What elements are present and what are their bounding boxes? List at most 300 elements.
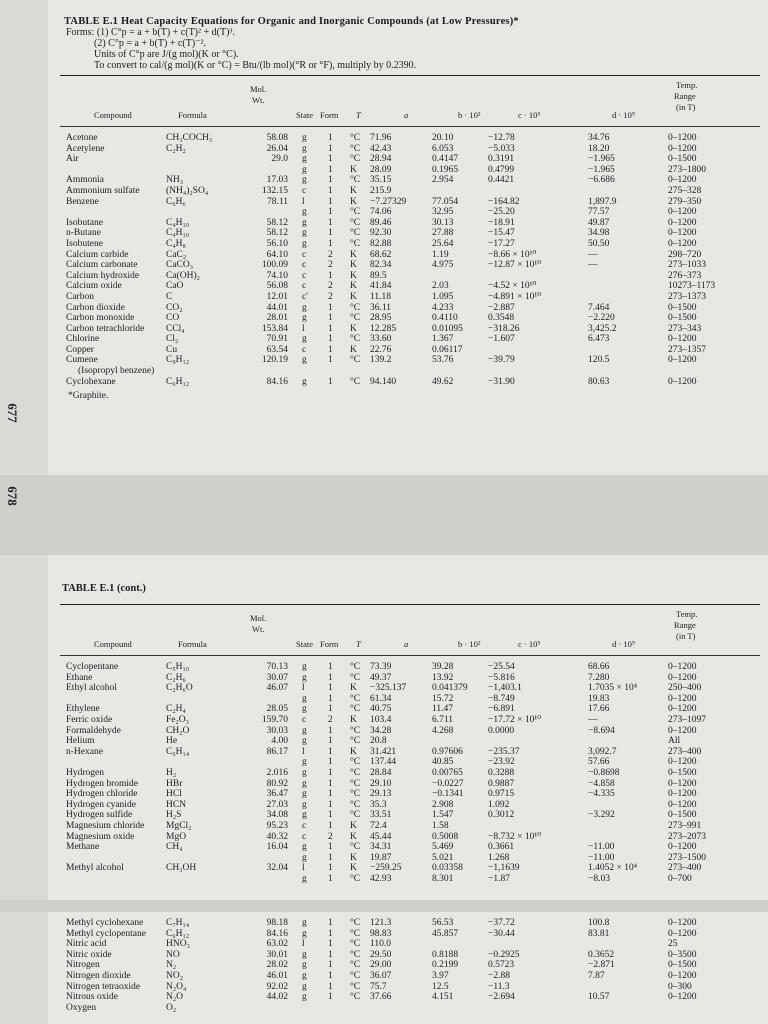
a-cell: 103.4 [370,714,392,725]
c-cell: −23.92 [488,757,515,768]
range-cell: 0–1500 [668,154,697,165]
formula-cell: C₆H₁₂ [166,376,190,387]
formula-cell: NH₃ [166,175,184,186]
form-cell: 1 [328,270,333,281]
mol-wt-cell: 80.92 [266,778,288,789]
a-cell: 82.88 [370,238,392,249]
data-rows [48,912,768,1013]
a-cell: 35.15 [370,175,392,186]
a-cell: −259.25 [370,863,402,874]
compound-cell: Nitrogen tetraoxide [66,981,141,992]
mol-wt-cell: 40.32 [266,831,288,842]
c-cell: 0.3288 [488,767,515,778]
b-cell: 53.76 [432,355,454,366]
mol-wt-cell: 46.07 [266,683,288,694]
temp-unit-cell: °C [350,672,361,683]
b-cell: −0.1341 [432,789,464,800]
state-cell: g [302,662,307,672]
state-cell: g [302,799,307,810]
table-row [48,918,768,929]
form-cell: 1 [328,789,333,800]
b-cell: 4.975 [432,260,454,271]
c-cell: −1.607 [488,334,515,345]
formula-cell: MgCl₂ [166,820,192,831]
a-cell: 139.2 [370,355,392,366]
b-cell: 4.233 [432,302,454,313]
c-cell: −12.87 × 10¹⁰ [488,260,541,271]
wt-header: Wt. [252,95,265,105]
c-cell: −8.66 × 10¹⁰ [488,249,537,260]
table-row [48,715,768,726]
c-cell: −2.887 [488,302,515,313]
table-row [48,747,768,758]
b-cell: 40.85 [432,757,454,768]
range-cell: 0–1200 [668,704,697,715]
compound-cell: Nitric acid [66,939,107,950]
mol-wt-cell: 2.016 [266,767,288,778]
c-cell: −318.26 [488,323,520,334]
b-cell: 2.954 [432,175,454,186]
a-cell: 68.62 [370,249,392,260]
temp-unit-cell: °C [350,810,361,821]
formula-cell: C₂H₆O [166,683,193,694]
temp-unit-cell: °C [350,949,361,960]
range-cell: 0–1500 [668,302,697,313]
compound-cell: Nitrogen dioxide [66,970,131,981]
range-cell: 0–1500 [668,960,697,971]
formula-cell: CaO [166,281,184,292]
table-row [48,662,768,673]
a-cell: 29.00 [370,960,392,971]
form-cell: 1 [328,949,333,960]
form-cell: 1 [328,228,333,239]
b-cell: 0.4110 [432,313,458,324]
compound-cell: (Isopropyl benzene) [78,366,155,377]
data-rows [48,656,768,884]
c-cell: 0.5723 [488,960,515,971]
table-row [48,133,768,144]
formula-cell: CH₄ [166,842,183,853]
formula-cell: C₂H₂ [166,143,186,154]
a-cell: 49.37 [370,672,392,683]
temp-unit-cell: K [350,270,357,281]
b-cell: 8.301 [432,873,454,884]
compound-cell: Carbon dioxide [66,302,125,313]
formula-cell: C₆H₆ [166,196,186,207]
compound-cell: Nitrous oxide [66,992,118,1003]
c-cell: −25.54 [488,662,515,672]
formula-cell: C₆H₁₄ [166,746,190,757]
form-cell: 1 [328,992,333,1003]
formula-cell: NO₂ [166,970,184,981]
formula-cell: O₂ [166,1002,177,1013]
formula-cell: CaCO₃ [166,260,194,271]
mol-wt-cell: 64.10 [266,249,288,260]
form-header: Form [320,110,339,120]
b-header: b · 10² [458,639,481,649]
formula-header: Formula [178,639,207,649]
table-title-cont: TABLE E.1 (cont.) [62,583,146,594]
table-heading [48,0,768,71]
b-cell: 45.857 [432,928,459,939]
form-cell: 1 [328,672,333,683]
a-cell: 33.51 [370,810,392,821]
state-cell: g [302,355,307,366]
b-cell: 1.19 [432,249,449,260]
formula-cell: C₄H₁₀ [166,228,190,239]
mol-wt-cell: 16.04 [266,842,288,853]
range-cell: 0–700 [668,873,692,884]
state-cell: g [302,960,307,971]
form-cell: 1 [328,757,333,768]
d-cell: 7.280 [588,672,610,683]
temp-unit-cell: K [350,323,357,334]
form-cell: 1 [328,863,333,874]
a-cell: 75.7 [370,981,387,992]
c-cell: −12.78 [488,133,515,143]
b-cell: 0.8188 [432,949,459,960]
mol-wt-cell: 56.08 [266,281,288,292]
form-cell: 1 [328,799,333,810]
d-cell: 80.63 [588,376,610,387]
a-cell: 29.50 [370,949,392,960]
table-row [48,334,768,345]
state-cell: g [302,810,307,821]
state-cell: c [302,714,307,725]
form-cell: 1 [328,238,333,249]
form-cell: 1 [328,196,333,207]
compound-cell: Cumene [66,355,98,366]
temp-unit-cell: °C [350,355,361,366]
state-cell: l [302,939,305,950]
column-headers [48,605,768,655]
range-cell: 273–1033 [668,260,706,271]
units-line: Units of C°p are J/(g mol)(K or °C). [94,49,239,60]
a-cell: 28.94 [370,154,392,165]
compound-cell: Isobutene [66,238,103,249]
a-cell: 215.9 [370,185,392,196]
mol-wt-cell: 63.02 [266,939,288,950]
b-cell: 0.01095 [432,323,463,334]
a-cell: 36.07 [370,970,392,981]
compound-cell: Oxygen [66,1002,97,1013]
c-cell: −30.44 [488,928,515,939]
compound-cell: Cyclopentane [66,662,119,672]
d-cell: −8.694 [588,725,615,736]
c-cell: −11.3 [488,981,510,992]
c-cell: −2.88 [488,970,510,981]
d-cell: −2.220 [588,313,615,324]
compound-cell: Calcium oxide [66,281,122,292]
d-cell: −6.686 [588,175,615,186]
table-row [48,842,768,853]
data-rows [48,127,768,387]
c-cell: 0.0000 [488,725,515,736]
temp-unit-cell: °C [350,154,361,165]
b-cell: 0.06117 [432,344,463,355]
form-cell: 1 [328,683,333,694]
d-cell: 49.87 [588,217,610,228]
formula-cell: (NH₄)₂SO₄ [166,185,209,196]
temp-unit-cell: K [350,281,357,292]
d-header: d · 10⁹ [612,639,635,649]
state-cell: g [302,767,307,778]
a-cell: 89.46 [370,217,392,228]
mol-wt-cell: 56.10 [266,238,288,249]
state-cell: g [302,207,307,218]
d-cell: 100.8 [588,918,610,928]
table-row [48,239,768,250]
temp-unit-cell: °C [350,662,361,672]
mol-wt-cell: 58.12 [266,217,288,228]
compound-cell: Methane [66,842,100,853]
compound-cell: Carbon tetrachloride [66,323,145,334]
table-row [48,313,768,324]
wt-header: Wt. [252,624,265,634]
table-row [48,324,768,335]
temp-unit-cell: K [350,714,357,725]
a-cell: 40.75 [370,704,392,715]
formula-cell: C₄H₈ [166,238,186,249]
form-cell: 1 [328,736,333,747]
temp-unit-cell: °C [350,228,361,239]
form-cell: 2 [328,831,333,842]
d-cell: — [588,260,598,271]
state-cell: g [302,143,307,154]
b-cell: 49.62 [432,376,454,387]
formula-cell: H₂ [166,767,177,778]
temp-unit-cell: °C [350,133,361,143]
range-cell: 0–1200 [668,175,697,186]
formula-cell: Cu [166,344,178,355]
a-cell: 28.09 [370,164,392,175]
range-cell: 0–3500 [668,949,697,960]
form-cell: 1 [328,154,333,165]
state-cell: g [302,704,307,715]
d-cell: 57.66 [588,757,610,768]
table-row [48,736,768,747]
range-cell: 0–1200 [668,799,697,810]
b-cell: 39.28 [432,662,454,672]
form-cell: 1 [328,928,333,939]
form-cell: 2 [328,714,333,725]
a-cell: 42.43 [370,143,392,154]
c-cell: −37.72 [488,918,515,928]
b-cell: −0.0227 [432,778,464,789]
temp-unit-cell: °C [350,217,361,228]
compound-cell: Methyl alcohol [66,863,124,874]
a-cell: 31.421 [370,746,397,757]
d-cell: −3.292 [588,810,615,821]
state-cell: g [302,789,307,800]
state-cell: c [302,820,307,831]
compound-cell: Calcium carbonate [66,260,138,271]
d-cell: 34.76 [588,133,610,143]
table-row [48,821,768,832]
in-t-header: (in T) [676,631,696,641]
range-cell: 0–1200 [668,355,697,366]
range-cell: 0–1200 [668,143,697,154]
state-cell: g [302,949,307,960]
range-cell: 0–1200 [668,238,697,249]
range-cell: 273–2073 [668,831,706,842]
formula-cell: CO₂ [166,302,183,313]
forms-line: Forms: (1) C°p = a + b(T) + c(T)² + d(T)³. [66,27,235,38]
form-cell: 1 [328,185,333,196]
c-cell: −39.79 [488,355,515,366]
a-cell: 22.76 [370,344,392,355]
b-cell: 5.469 [432,842,454,853]
temp-unit-cell: °C [350,992,361,1003]
mol-wt-cell: 44.01 [266,302,288,313]
compound-cell: Hydrogen [66,767,104,778]
b-cell: 0.00765 [432,767,463,778]
c-header: c · 10⁵ [518,110,541,120]
b-cell: 56.53 [432,918,454,928]
temp-unit-cell: °C [350,778,361,789]
range-cell: 0–1200 [668,672,697,683]
form-cell: 1 [328,960,333,971]
mol-wt-cell: 98.18 [266,918,288,928]
b-cell: 11.47 [432,704,454,715]
temp-unit-cell: °C [350,873,361,884]
state-cell: g [302,133,307,143]
state-cell: g [302,970,307,981]
temp-unit-cell: °C [350,799,361,810]
range-cell: 10273–1173 [668,281,716,292]
range-header: Range [674,91,696,101]
form-cell: 1 [328,207,333,218]
state-cell: g [302,992,307,1003]
b-header: b · 10² [458,110,481,120]
table-row [48,144,768,155]
range-cell: 0–1200 [668,778,697,789]
d-cell: −2.871 [588,960,615,971]
a-cell: 73.39 [370,662,392,672]
compound-cell: Nitric oxide [66,949,112,960]
table-row [48,250,768,261]
a-cell: 74.06 [370,207,392,218]
mol-wt-cell: 84.16 [266,928,288,939]
temp-unit-cell: °C [350,334,361,345]
compound-cell: n-Butane [66,228,101,239]
formula-header: Formula [178,110,207,120]
formula-cell: Cl₂ [166,334,179,345]
temp-unit-cell: K [350,291,357,302]
page-number: 677 [4,403,20,423]
state-cell: c [302,249,307,260]
temp-unit-cell: °C [350,757,361,768]
b-cell: 4.268 [432,725,454,736]
temp-unit-cell: K [350,820,357,831]
table-row [48,982,768,993]
temp-unit-cell: °C [350,725,361,736]
state-cell: l [302,683,305,694]
form-cell: 1 [328,164,333,175]
mol-header: Mol. [250,84,267,94]
table-row [48,1003,768,1014]
state-cell: g [302,164,307,175]
c-cell: 0.3191 [488,154,515,165]
range-cell: 0–1200 [668,217,697,228]
mol-wt-cell: 28.02 [266,960,288,971]
mol-wt-cell: 74.10 [266,270,288,281]
compound-cell: Hydrogen bromide [66,778,139,789]
table-page-1 [48,0,768,475]
t-header: T [356,110,361,120]
a-cell: 94.140 [370,376,397,387]
range-cell: 25 [668,939,678,950]
temp-unit-cell: °C [350,767,361,778]
d-cell: −0.8698 [588,767,620,778]
mol-wt-cell: 95.23 [266,820,288,831]
form-cell: 1 [328,746,333,757]
mol-wt-cell: 153.84 [261,323,288,334]
range-cell: 0–300 [668,981,692,992]
c-cell: 0.3548 [488,313,515,324]
a-cell: 92.30 [370,228,392,239]
compound-cell: Acetone [66,133,98,143]
range-cell: 0–1200 [668,334,697,345]
compound-cell: Chlorine [66,334,100,345]
state-cell: g [302,693,307,704]
a-cell: 29.13 [370,789,392,800]
d-cell: 1.4052 × 10⁴ [588,863,638,874]
scan-gap [0,475,768,555]
c-cell: −17.27 [488,238,515,249]
range-cell: 0–1200 [668,693,697,704]
state-cell: c [302,344,307,355]
range-cell: 0–1200 [668,207,697,218]
d-cell: −1.965 [588,154,615,165]
c-cell: 0.4421 [488,175,515,186]
mol-wt-cell: 92.02 [266,981,288,992]
state-cell: g [302,228,307,239]
table-row [48,260,768,271]
temp-unit-cell: K [350,260,357,271]
mol-wt-cell: 63.54 [266,344,288,355]
temp-unit-cell: °C [350,313,361,324]
d-cell: −4.335 [588,789,615,800]
compound-cell: Hydrogen sulfide [66,810,133,821]
t-header: T [356,639,361,649]
temp-unit-cell: °C [350,143,361,154]
table-row [48,929,768,940]
formula-cell: H₂S [166,810,182,821]
table-row [48,800,768,811]
temp-unit-cell: K [350,185,357,196]
table-row [48,218,768,229]
table-row [48,207,768,218]
d-cell: −8.03 [588,873,610,884]
state-cell: g [302,778,307,789]
mol-wt-cell: 58.08 [266,133,288,143]
form-cell: 1 [328,693,333,704]
a-cell: 61.34 [370,693,392,704]
form-cell: 1 [328,939,333,950]
c-cell: 0.4799 [488,164,515,175]
formula-cell: N₂ [166,960,177,971]
form-cell: 1 [328,778,333,789]
b-cell: 6.711 [432,714,454,725]
b-cell: 0.5008 [432,831,459,842]
d-cell: −1.965 [588,164,615,175]
state-cell: g [302,842,307,853]
mol-wt-cell: 4.00 [271,736,288,747]
range-cell: 273–1373 [668,291,706,302]
a-cell: 36.11 [370,302,392,313]
state-cell: c [302,831,307,842]
